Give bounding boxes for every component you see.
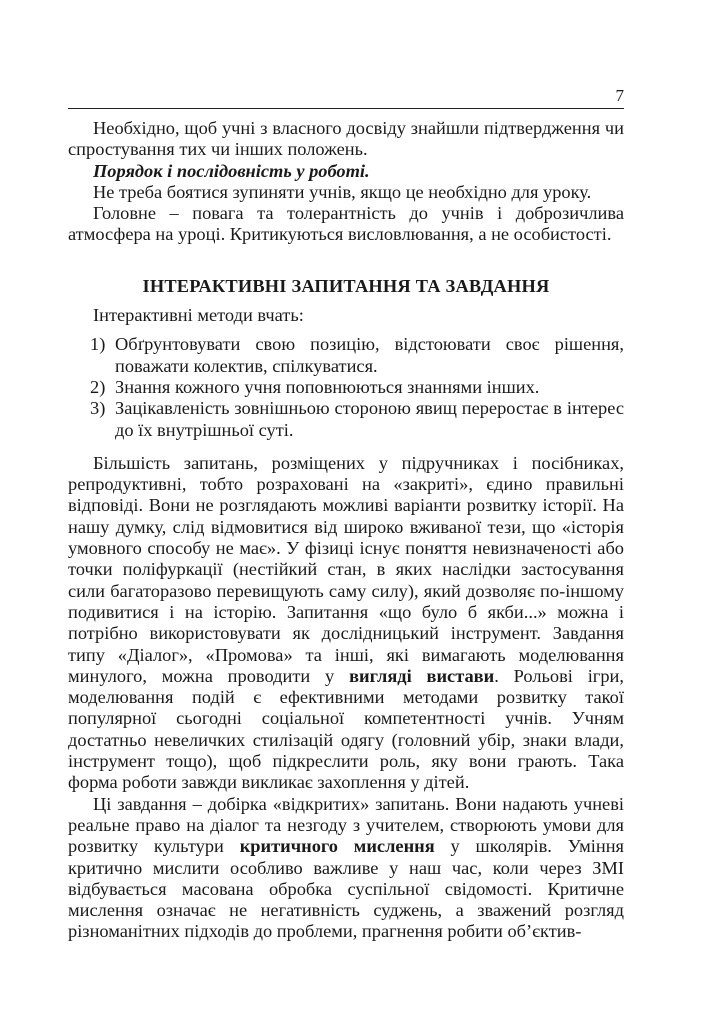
list-item-number: 1) (90, 334, 106, 355)
paragraph-text: Більшість запитань, розміщених у підручниках і посібниках, репродуктивні, тобто розраховані на «закриті», єдино правильні відповіді. Вони не розглядають можливі варіанти розвитку історії. На нашу думку, слід відмовитися від широко вживаної тези, що «історія умовного способу не має». У фізиці існує поняття невизначеності або точки поліфуркації (нестійкий стан, в яких наслідки застосування сили багаторазово перевищують саму силу), який дозволяє по-іншому подивитися і на історію. Запитання «що було б якби...» можна і потрібно використовувати як дослідницький інструмент. Завдання типу «Діалог», «Промова» та інші, які вимагають моделювання минулого, можна проводити у (68, 452, 624, 686)
bold-term: критичного мислення (239, 836, 435, 857)
bold-term: вигляді вистави (349, 665, 495, 686)
paragraph: Необхідно, щоб учні з власного досвіду знайшли підтвердження чи спростування тих чи інших положень. (68, 118, 624, 160)
list-item-number: 3) (90, 398, 106, 419)
header-rule (68, 108, 624, 109)
list-intro: Інтерактивні методи вчать: (93, 305, 304, 326)
paragraph-text: Ці завдання – добірка «відкритих» запитань. Вони надають учневі реальне право на діалог та незгоду з учителем, створюють умови для розвитку культури (68, 793, 624, 857)
list-item-text: Знання кожного учня поповнюються знаннями інших. (115, 376, 540, 397)
paragraph-text: . Рольові ігри, моделювання подій є ефективними методами розвитку такої популярної сьогодні соціальної компетентності учнів. Учням достатньо невеличких стилізацій одягу (головний убір, знаки влади, інструмент тощо), щоб підкреслити роль, яку вони грають. Така форма роботи завжди викликає захоплення у дітей. (68, 665, 624, 793)
paragraph: Не треба боятися зупиняти учнів, якщо це необхідно для уроку. (93, 181, 592, 202)
paragraph: Головне – повага та толерантність до учнів і доброзичлива атмосфера на уроці. Критикуються висловлювання, а не особистості. (68, 203, 624, 245)
list-item (68, 398, 624, 441)
paragraph-text: у школярів. Уміння критично мислити особливо важливе у наш час, коли через ЗМІ відбувається масована обробка суспільної свідомості. Критичне мислення означає не негативність суджень, а зважений розгляд різноманітних підходів до проблеми, прагнення робити об’єктив- (68, 836, 625, 942)
paragraph (68, 453, 624, 794)
page-number: 7 (615, 86, 624, 105)
list-item (68, 334, 624, 377)
page-content (68, 118, 624, 943)
list-item (68, 377, 624, 398)
list-item-text: Обґрунтовувати свою позицію, відстоювати своє рішення, поважати колектив, спілкуватися. (115, 334, 624, 376)
list-item-number: 2) (90, 376, 106, 397)
section-title: ІНТЕРАКТИВНІ ЗАПИТАННЯ ТА ЗАВДАННЯ (142, 275, 550, 296)
list-item-text: Зацікавленість зовнішньою стороною явищ переростає в інтерес до їх внутрішньої суті. (115, 398, 624, 440)
paragraph (68, 794, 624, 943)
methods-list (68, 334, 624, 440)
emphasis-heading: Порядок і послідовність у роботі. (93, 160, 370, 181)
